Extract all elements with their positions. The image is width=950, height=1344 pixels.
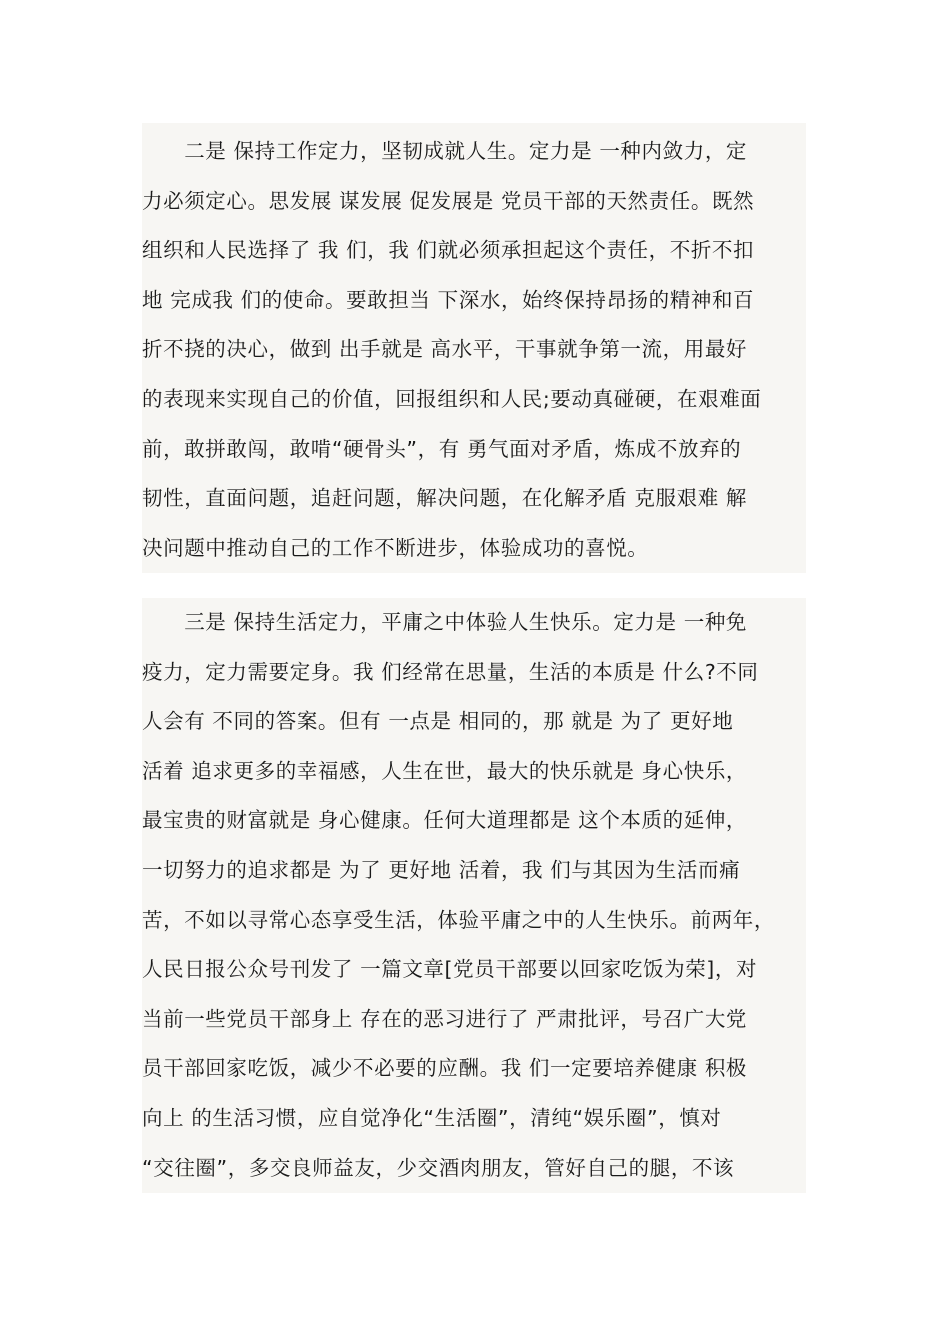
text-line: 向上 的生活习惯，应自觉净化“生活圈”，清纯“娱乐圈”，慎对: [142, 1105, 722, 1130]
text-line: 地 完成我 们的使命。要敢担当 下深水，始终保持昂扬的精神和百: [142, 287, 755, 312]
text-line: 员干部回家吃饭，减少不必要的应酬。我 们一定要培养健康 积极: [142, 1056, 748, 1081]
text-line: 最宝贵的财富就是 身心健康。任何大道理都是 这个本质的延伸，: [142, 808, 748, 833]
text-line: 前，敢拼敢闯，敢啃“硬骨头”，有 勇气面对矛盾，炼成不放弃的: [142, 436, 742, 461]
text-line: 的表现来实现自己的价值，回报组织和人民;要动真碰硬，在艰难面: [142, 386, 762, 411]
text-line: 苦，不如以寻常心态享受生活，体验平庸之中的人生快乐。前两年，: [142, 907, 775, 932]
paragraph-block-life-focus: [142, 598, 806, 1193]
text-line: 力必须定心。思发展 谋发展 促发展是 党员干部的天然责任。既然: [142, 188, 755, 213]
text-line: 韧性，直面问题，追赶问题，解决问题，在化解矛盾 克服艰难 解: [142, 486, 748, 511]
text-line: 活着 追求更多的幸福感，人生在世，最大的快乐就是 身心快乐，: [142, 758, 748, 783]
text-line: 二是 保持工作定力，坚韧成就人生。定力是 一种内敛力，定: [142, 139, 748, 163]
text-line: “交往圈”，多交良师益友，少交酒肉朋友，管好自己的腿，不该: [142, 1155, 735, 1180]
paragraph-work-focus: [142, 127, 806, 573]
text-line: 疫力，定力需要定身。我 们经常在思量，生活的本质是 什么?不同: [142, 659, 759, 684]
paragraph-life-focus: [142, 598, 806, 1193]
text-line: 人民日报公众号刊发了 一篇文章[党员干部要以回家吃饭为荣]，对: [142, 957, 758, 982]
text-line: 人会有 不同的答案。但有 一点是 相同的，那 就是 为了 更好地: [142, 709, 734, 734]
text-line: 决问题中推动自己的工作不断进步，体验成功的喜悦。: [142, 535, 649, 560]
text-line: 一切努力的追求都是 为了 更好地 活着，我 们与其因为生活而痛: [142, 857, 741, 882]
text-line: 三是 保持生活定力，平庸之中体验人生快乐。定力是 一种免: [142, 610, 748, 634]
text-line: 折不挠的决心，做到 出手就是 高水平，干事就争第一流，用最好: [142, 337, 748, 362]
paragraph-block-work-focus: [142, 123, 806, 573]
text-line: 组织和人民选择了 我 们，我 们就必须承担起这个责任，不折不扣: [142, 238, 755, 263]
text-line: 当前一些党员干部身上 存在的恶习进行了 严肃批评，号召广大党: [142, 1006, 748, 1031]
